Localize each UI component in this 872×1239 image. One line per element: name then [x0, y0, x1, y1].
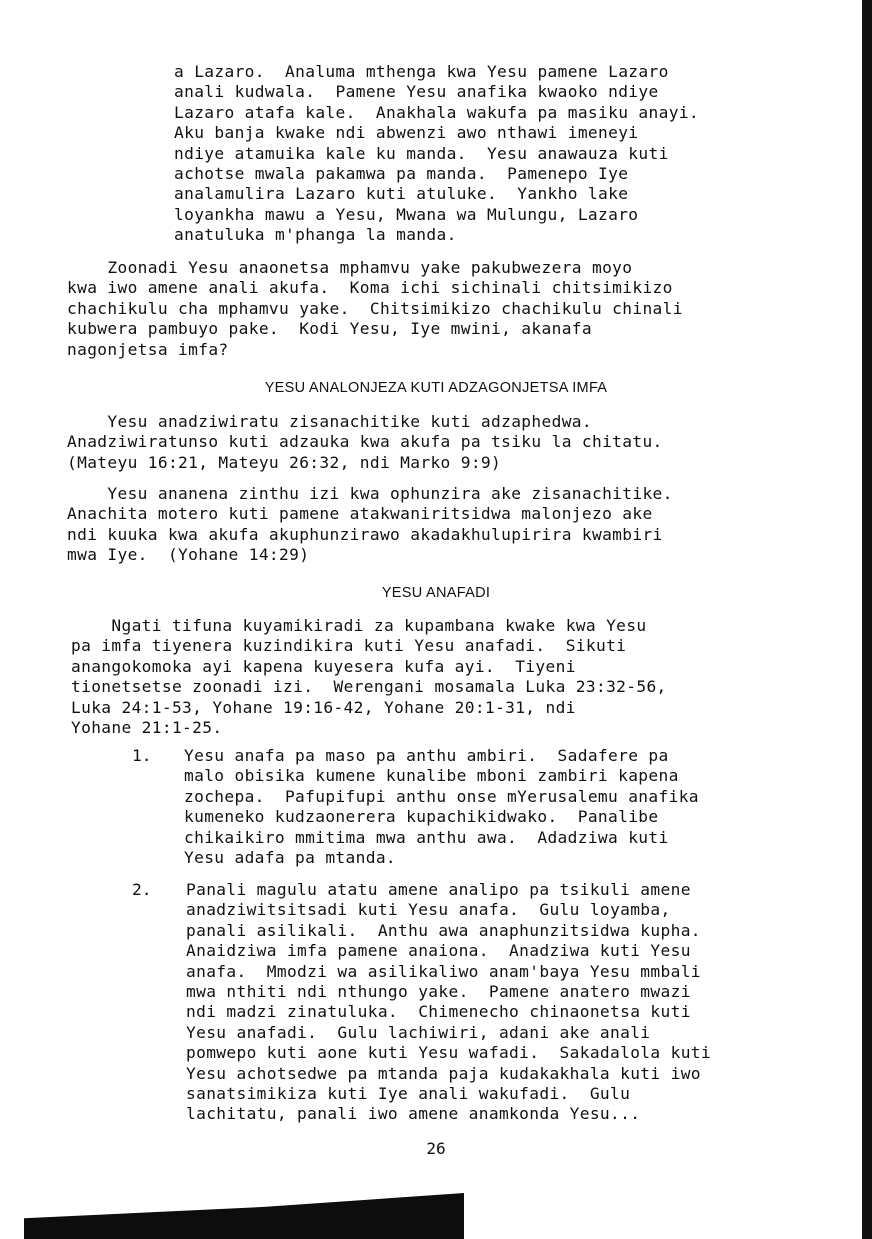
text-line: ndiye atamuika kale ku manda. Yesu anawauza kuti — [174, 143, 669, 163]
text-line: malo obisika kumene kunalibe mboni zambiri kapena — [184, 766, 679, 786]
text-line: anali kudwala. Pamene Yesu anafika kwaoko ndiye — [174, 82, 659, 102]
section-heading-anafadi: YESU ANAFADI — [381, 585, 491, 601]
text-line: Yesu achotsedwe pa mtanda paja kudakakhala kuti iwo — [186, 1063, 701, 1083]
text-line: loyankha mawu a Yesu, Mwana wa Mulungu, Lazaro — [174, 204, 639, 224]
text-line: Yesu adafa pa mtanda. — [184, 847, 397, 867]
text-line: Lazaro atafa kale. Anakhala wakufa pa masiku anayi. — [174, 102, 699, 122]
text-line: anafa. Mmodzi wa asilikaliwo anam'baya Yesu mmbali — [186, 961, 701, 981]
text-line: sanatsimikiza kuti Iye anali wakufadi. Gulu — [186, 1083, 631, 1103]
text-line: Zoonadi Yesu anaonetsa mphamvu yake pakubwezera moyo — [67, 258, 633, 277]
text-line: anadziwitsitsadi kuti Yesu anafa. Gulu loyamba, — [186, 900, 671, 920]
text-line: analamulira Lazaro kuti atuluke. Yankho lake — [174, 184, 629, 204]
text-line: kubwera pambuyo pake. Kodi Yesu, Iye mwini, akanafa — [67, 319, 592, 339]
text-line: Anadziwiratunso kuti adzauka kwa akufa pa tsiku la chitatu. — [67, 432, 663, 452]
text-line: Luka 24:1-53, Yohane 19:16-42, Yohane 20:1-31, ndi — [71, 697, 576, 717]
text-line: mwa nthiti ndi nthungo yake. Pamene anatero mwazi — [186, 981, 691, 1001]
list-item-1 — [184, 746, 699, 868]
text-line: Yesu anafadi. Gulu lachiwiri, adani ake anali — [186, 1022, 651, 1042]
text-line: ndi kuuka kwa akufa akuphunzirawo akadakhulupirira kwambiri — [67, 524, 663, 544]
text-line: kwa iwo amene anali akufa. Koma ichi sichinali chitsimikizo — [67, 278, 673, 298]
text-line: Anaidziwa imfa pamene anaiona. Anadziwa kuti Yesu — [186, 941, 691, 961]
paragraph-ngati — [71, 616, 667, 738]
text-line: mwa Iye. (Yohane 14:29) — [67, 545, 310, 565]
text-line: tionetsetse zoonadi izi. Werengani mosamala Luka 23:32-56, — [71, 677, 667, 697]
text-line: chikaikiro mmitima mwa anthu awa. Adadziwa kuti — [184, 827, 669, 847]
paragraph-zoonadi — [67, 258, 683, 360]
list-number-1: 1. — [132, 746, 152, 765]
list-number-2: 2. — [132, 880, 152, 899]
paragraph-anadziwiratu — [67, 412, 663, 473]
scan-edge-shadow — [862, 0, 872, 1239]
text-line: Panali magulu atatu amene analipo pa tsikuli amene — [186, 880, 691, 899]
text-line: Ngati tifuna kuyamikiradi za kupambana kwake kwa Yesu — [71, 616, 647, 635]
text-line: nagonjetsa imfa? — [67, 339, 229, 359]
text-line: achotse mwala pakamwa pa manda. Pamenepo Iye — [174, 163, 629, 183]
paragraph-ananena — [67, 484, 673, 566]
text-line: anangokomoka ayi kapena kuyesera kufa ayi. Tiyeni — [71, 656, 576, 676]
paragraph-lazaro — [174, 62, 699, 246]
scan-smudge — [24, 1193, 464, 1239]
text-line: Yohane 21:1-25. — [71, 717, 223, 737]
text-line: Yesu anafa pa maso pa anthu ambiri. Sadafere pa — [184, 746, 669, 765]
text-line: ndi madzi zinatuluka. Chimenecho chinaonetsa kuti — [186, 1002, 691, 1022]
text-line: Anachita motero kuti pamene atakwaniritsidwa malonjezo ake — [67, 504, 653, 524]
text-line: zochepa. Pafupifupi anthu onse mYerusalemu anafika — [184, 786, 699, 806]
text-line: pomwepo kuti aone kuti Yesu wafadi. Sakadalola kuti — [186, 1043, 711, 1063]
text-line: Yesu ananena zinthu izi kwa ophunzira ake zisanachitike. — [67, 484, 673, 503]
text-line: anatuluka m'phanga la manda. — [174, 225, 457, 245]
list-item-2 — [186, 880, 711, 1125]
text-line: Aku banja kwake ndi abwenzi awo nthawi imeneyi — [174, 123, 639, 143]
text-line: (Mateyu 16:21, Mateyu 26:32, ndi Marko 9:9) — [67, 452, 502, 472]
text-line: lachitatu, panali iwo amene anamkonda Yesu... — [186, 1104, 641, 1124]
text-line: kumeneko kudzaonerera kupachikidwako. Panalibe — [184, 807, 659, 827]
text-line: Yesu anadziwiratu zisanachitike kuti adzaphedwa. — [67, 412, 592, 431]
text-line: panali asilikali. Anthu awa anaphunzitsidwa kupha. — [186, 920, 701, 940]
text-line: pa imfa tiyenera kuzindikira kuti Yesu anafadi. Sikuti — [71, 636, 627, 656]
page-number: 26 — [426, 1139, 446, 1158]
text-line: chachikulu cha mphamvu yake. Chitsimikizo chachikulu chinali — [67, 298, 683, 318]
section-heading-analonjeza: YESU ANALONJEZA KUTI ADZAGONJETSA IMFA — [264, 380, 608, 396]
text-line: a Lazaro. Analuma mthenga kwa Yesu pamene Lazaro — [174, 62, 669, 81]
